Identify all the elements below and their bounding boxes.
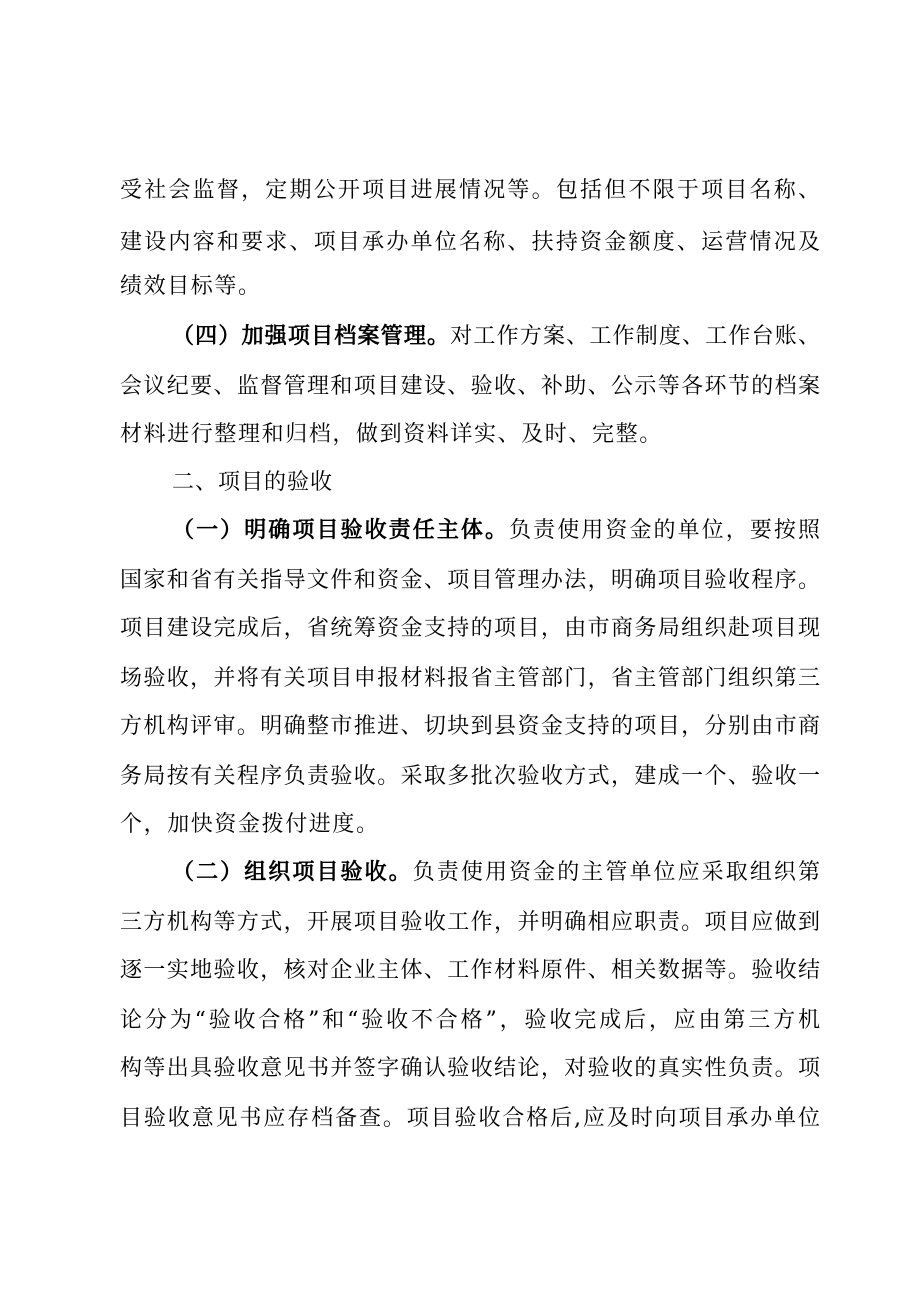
paragraph-4-lead: （二）组织项目验收。 — [172, 860, 413, 885]
paragraph-4-line-1 — [172, 858, 820, 888]
paragraph-3-line-7: 个，加快资金拨付进度。 — [120, 812, 380, 837]
paragraph-3-lead: （一）明确项目验收责任主体。 — [172, 518, 510, 543]
paragraph-4-line-1-rest: 负责使用资金的主管单位应采取组织第 — [412, 860, 820, 885]
paragraph-1-line-2: 建设内容和要求、项目承办单位名称、扶持资金额度、运营情况及 — [120, 230, 820, 255]
paragraph-3-line-6: 务局按有关程序负责验收。采取多批次验收方式，建成一个、验收一 — [120, 764, 820, 789]
paragraph-3-line-1 — [172, 516, 820, 546]
paragraph-3-line-5: 方机构评审。明确整市推进、切块到县资金支持的项目，分别由市商 — [120, 714, 820, 739]
paragraph-2-line-1-rest: 对工作方案、工作制度、工作台账、 — [450, 324, 820, 349]
paragraph-3-line-1-rest: 负责使用资金的单位，要按照 — [509, 518, 820, 543]
paragraph-2-line-2: 会议纪要、监督管理和项目建设、验收、补助、公示等各环节的档案 — [120, 374, 820, 399]
paragraph-3-line-2: 国家和省有关指导文件和资金、项目管理办法，明确项目验收程序。 — [120, 568, 820, 593]
paragraph-2-line-3: 材料进行整理和归档，做到资料详实、及时、完整。 — [120, 422, 663, 447]
paragraph-3-line-4: 场验收，并将有关项目申报材料报省主管部门，省主管部门组织第三 — [120, 666, 820, 691]
paragraph-4-line-5: 构等出具验收意见书并签字确认验收结论，对验收的真实性负责。项 — [120, 1056, 820, 1081]
section-heading: 二、项目的验收 — [172, 470, 334, 495]
paragraph-1-line-1: 受社会监督，定期公开项目进展情况等。包括但不限于项目名称、 — [120, 178, 820, 203]
paragraph-1-line-3: 绩效目标等。 — [120, 274, 262, 299]
paragraph-2-lead: （四）加强项目档案管理。 — [172, 324, 451, 349]
paragraph-4-line-4: 论分为“验收合格”和“验收不合格”，验收完成后，应由第三方机 — [120, 1008, 820, 1033]
paragraph-4-line-2: 三方机构等方式，开展项目验收工作，并明确相应职责。项目应做到 — [120, 910, 820, 935]
paragraph-4-line-6: 目验收意见书应存档备查。项目验收合格后,应及时向项目承办单位 — [120, 1106, 820, 1131]
paragraph-3-line-3: 项目建设完成后，省统筹资金支持的项目，由市商务局组织赴项目现 — [120, 616, 820, 641]
paragraph-4-line-3: 逐一实地验收，核对企业主体、工作材料原件、相关数据等。验收结 — [120, 958, 820, 983]
paragraph-2-line-1 — [172, 322, 820, 352]
